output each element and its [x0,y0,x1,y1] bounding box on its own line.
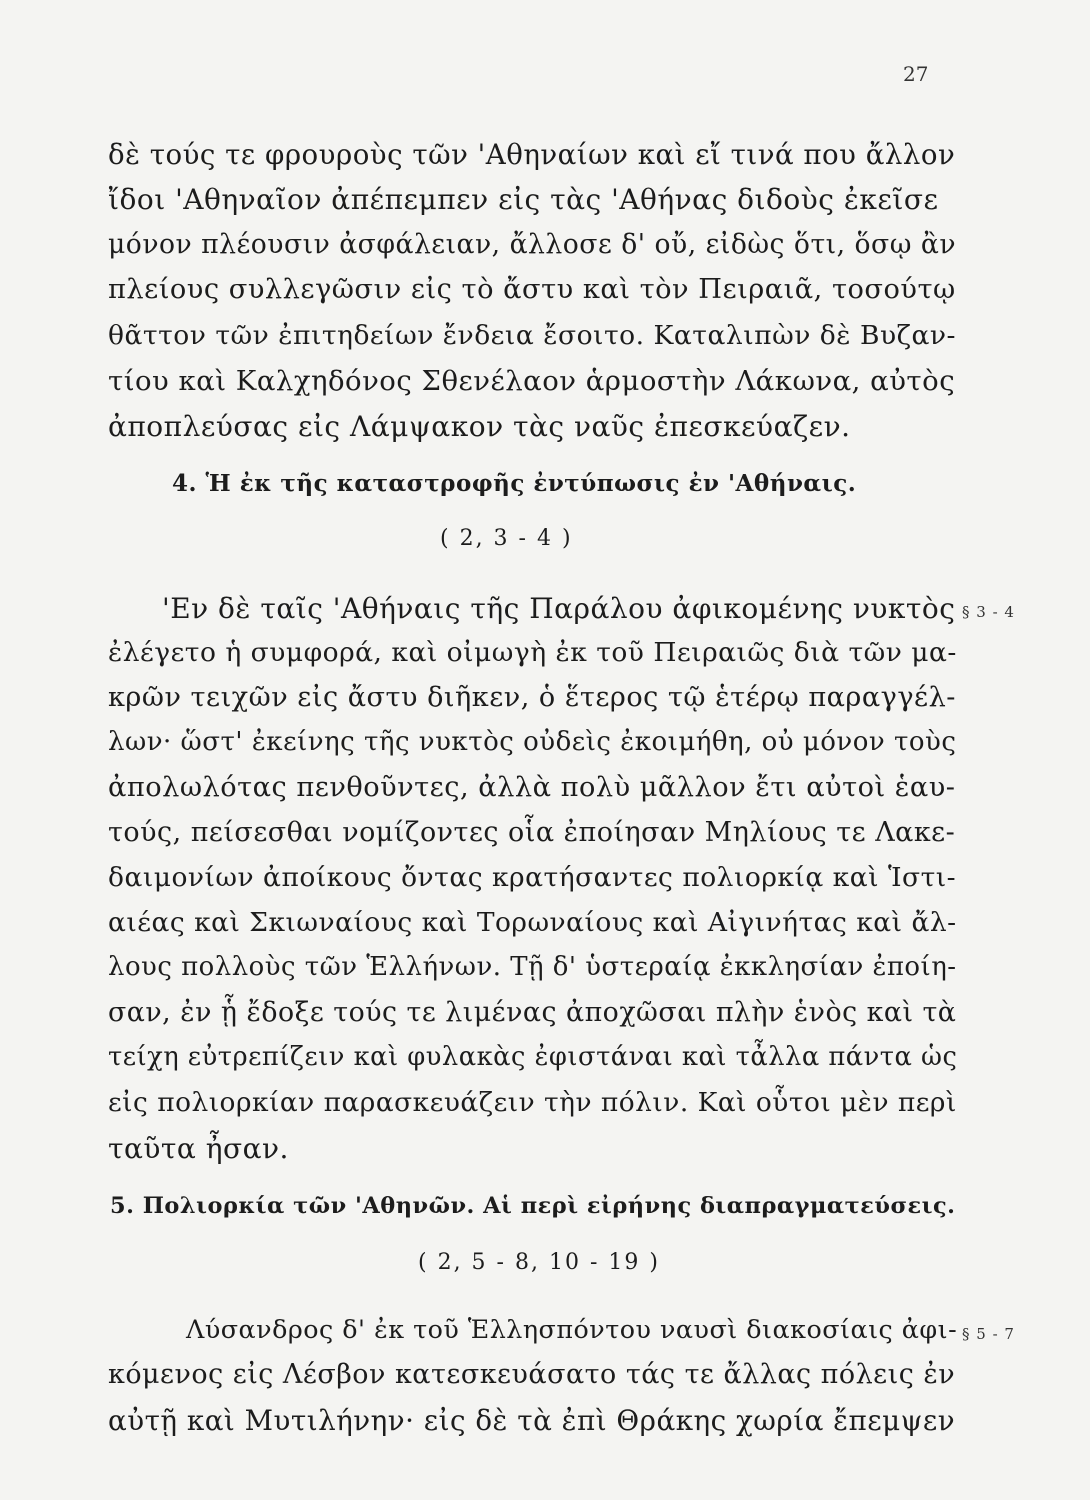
text-line: κόμενος εἰς Λέσβον κατεσκευάσατο τάς τε ἄλλας πόλεις ἐν [108,1359,956,1390]
text-line: αὐτῇ καὶ Μυτιλήνην· εἰς δὲ τὰ ἐπὶ Θράκης χωρία ἔπεμψεν [108,1404,956,1437]
margin-note: § 5 - 7 [962,1325,1015,1343]
section-reference: ( 2, 3 - 4 ) [440,526,573,551]
text-line: τείχη εὐτρεπίζειν καὶ φυλακὰς ἐφιστάναι καὶ τἆλλα πάντα ὡς [108,1042,958,1072]
text-line: δὲ τούς τε φρουροὺς τῶν 'Αθηναίων καὶ εἴ τινά που ἄλλον [108,138,956,171]
text-line: μόνον πλέουσιν ἀσφάλειαν, ἄλλοσε δ' οὔ, εἰδὼς ὅτι, ὅσῳ ἂν [108,229,956,260]
text-line: θᾶττον τῶν ἐπιτηδείων ἔνδεια ἔσοιτο. Καταλιπὼν δὲ Βυζαν- [108,320,957,351]
text-line: λους πολλοὺς τῶν Ἑλλήνων. Τῇ δ' ὑστεραίᾳ ἐκκλησίαν ἐποίη- [108,952,957,982]
text-line: ταῦτα ἦσαν. [108,1132,289,1165]
text-line: ἴδοι 'Αθηναῖον ἀπέπεμπεν εἰς τὰς 'Αθήνας διδοὺς ἐκεῖσε [108,183,939,216]
section-heading: 4. Ἡ ἐκ τῆς καταστροφῆς ἐντύπωσις ἐν 'Αθήναις. [172,470,857,497]
text-line: ἀπολωλότας πενθοῦντες, ἀλλὰ πολὺ μᾶλλον ἔτι αὐτοὶ ἑαυ- [108,772,956,803]
text-line: Λύσανδρος δ' ἐκ τοῦ Ἑλλησπόντου ναυσὶ διακοσίαις ἀφι- [186,1314,958,1344]
section-reference: ( 2, 5 - 8, 10 - 19 ) [418,1250,660,1275]
section-heading: 5. Πολιορκία τῶν 'Αθηνῶν. Αἱ περὶ εἰρήνης διαπραγματεύσεις. [110,1193,956,1219]
margin-note: § 3 - 4 [962,603,1015,621]
text-line: ἀποπλεύσας εἰς Λάμψακον τὰς ναῦς ἐπεσκεύαζεν. [108,410,851,443]
text-line: κρῶν τειχῶν εἰς ἄστυ διῆκεν, ὁ ἕτερος τῷ ἑτέρῳ παραγγέλ- [108,682,956,713]
text-line: τούς, πείσεσθαι νομίζοντες οἷα ἐποίησαν Μηλίους τε Λακε- [108,817,956,848]
text-line: δαιμονίων ἀποίκους ὄντας κρατήσαντες πολιορκίᾳ καὶ Ἱστι- [108,862,957,893]
page-number: 27 [903,62,929,86]
text-line: ἐλέγετο ἡ συμφορά, καὶ οἰμωγὴ ἐκ τοῦ Πειραιῶς διὰ τῶν μα- [108,637,957,668]
text-line: σαν, ἐν ᾗ ἔδοξε τούς τε λιμένας ἀποχῶσαι πλὴν ἑνὸς καὶ τὰ [108,997,957,1028]
text-line: πλείους συλλεγῶσιν εἰς τὸ ἄστυ καὶ τὸν Πειραιᾶ, τοσούτῳ [108,274,956,305]
text-line: λων· ὥστ' ἐκείνης τῆς νυκτὸς οὐδεὶς ἐκοιμήθη, οὐ μόνον τοὺς [108,727,957,757]
text-line: εἰς πολιορκίαν παρασκευάζειν τὴν πόλιν. Καὶ οὗτοι μὲν περὶ [108,1087,957,1118]
text-line: αιέας καὶ Σκιωναίους καὶ Τορωναίους καὶ Αἰγινήτας καὶ ἄλ- [108,907,957,938]
text-line: 'Εν δὲ ταῖς 'Αθήναις τῆς Παράλου ἀφικομένης νυκτὸς [162,592,956,625]
text-line: τίου καὶ Καλχηδόνος Σθενέλαον ἁρμοστὴν Λάκωνα, αὐτὸς [108,365,956,397]
